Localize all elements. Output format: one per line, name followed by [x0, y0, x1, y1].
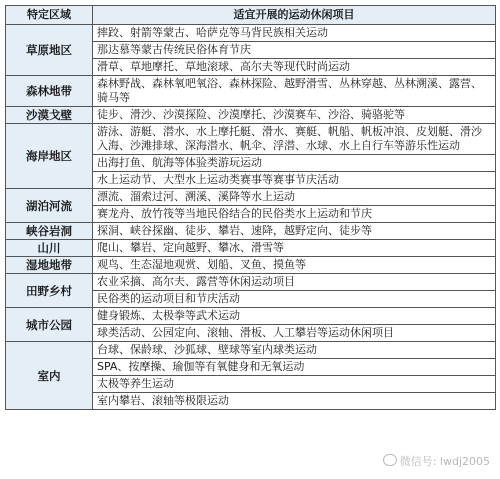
table-row — [6, 25, 496, 42]
activity-cell: 森林野战、森林氧吧氧浴、森林探险、越野滑雪、丛林穿越、丛林溯溪、露营、骑马等 — [93, 76, 496, 107]
activity-cell: 台球、保龄球、沙狐球、壁球等室内球类运动 — [93, 342, 496, 359]
activity-cell: 太极等养生运动 — [93, 376, 496, 393]
region-cell: 山川 — [6, 240, 93, 257]
activity-cell: 漂流、溜索过河、溯溪、溪降等水上运动 — [93, 189, 496, 206]
region-cell: 田野乡村 — [6, 274, 93, 308]
activity-cell: 水上运动节、大型水上运动类赛事等赛事节庆活动 — [93, 172, 496, 189]
activity-cell: 农业采摘、高尔夫、露营等休闲运动项目 — [93, 274, 496, 291]
activity-cell: SPA、按摩操、瑜伽等有氧健身和无氧运动 — [93, 359, 496, 376]
table-row — [6, 107, 496, 124]
activity-cell: 徒步、滑沙、沙漠探险、沙漠摩托、沙漠赛车、沙浴、骑骆驼等 — [93, 107, 496, 124]
table-row — [6, 240, 496, 257]
table-row — [6, 274, 496, 291]
activity-cell: 滑草、草地摩托、草地滚球、高尔夫等现代时尚运动 — [93, 59, 496, 76]
table-body — [6, 25, 496, 410]
region-cell: 草原地区 — [6, 25, 93, 76]
header-region: 特定区域 — [6, 6, 93, 25]
region-cell: 湖泊河流 — [6, 189, 93, 223]
region-cell: 峡谷岩洞 — [6, 223, 93, 240]
table-row — [6, 257, 496, 274]
table-row — [6, 342, 496, 359]
activity-cell: 那达慕等蒙古传统民俗体育节庆 — [93, 42, 496, 59]
table-row — [6, 76, 496, 107]
region-cell: 海岸地区 — [6, 124, 93, 189]
activity-cell: 出海打鱼、航海等体验类游玩运动 — [93, 155, 496, 172]
region-cell: 城市公园 — [6, 308, 93, 342]
table-row — [6, 223, 496, 240]
document-table-container — [5, 5, 495, 410]
activity-cell: 探洞、峡谷探幽、徒步、攀岩、速降，越野定向、徒步等 — [93, 223, 496, 240]
activity-cell: 摔跤、射箭等蒙古、哈萨克等马背民族相关运动 — [93, 25, 496, 42]
activity-cell: 球类活动、公园定向、滚轴、滑板、人工攀岩等运动休闲项目 — [93, 325, 496, 342]
table-row — [6, 189, 496, 206]
region-cell: 湿地地带 — [6, 257, 93, 274]
activity-cell: 观鸟、生态湿地观赏、划船、叉鱼、摸鱼等 — [93, 257, 496, 274]
table-row — [6, 308, 496, 325]
activity-cell: 爬山、攀岩、定向越野、攀冰、滑雪等 — [93, 240, 496, 257]
table-row — [6, 124, 496, 155]
activity-cell: 赛龙舟、放竹筏等当地民俗结合的民俗类水上运动和节庆 — [93, 206, 496, 223]
wechat-watermark — [383, 453, 490, 469]
header-activities: 适宜开展的运动休闲项目 — [93, 6, 496, 25]
activity-cell: 民俗类的运动项目和节庆活动 — [93, 291, 496, 308]
region-cell: 室内 — [6, 342, 93, 410]
region-cell: 沙漠戈壁 — [6, 107, 93, 124]
sports-leisure-table — [5, 5, 496, 410]
wechat-icon — [383, 454, 397, 466]
activity-cell: 室内攀岩、滚轴等极限运动 — [93, 393, 496, 410]
activity-cell: 健身锻炼、太极拳等武术运动 — [93, 308, 496, 325]
region-cell: 森林地带 — [6, 76, 93, 107]
watermark-text: 微信号: lwdj2005 — [399, 455, 490, 468]
activity-cell: 游泳、游艇、潜水、水上摩托艇、滑水、赛艇、帆船、帆板冲浪、皮划艇、滑沙入海、沙滩排球、深海潜水、帆伞、浮潜、水球、水上自行车等游乐性运动 — [93, 124, 496, 155]
